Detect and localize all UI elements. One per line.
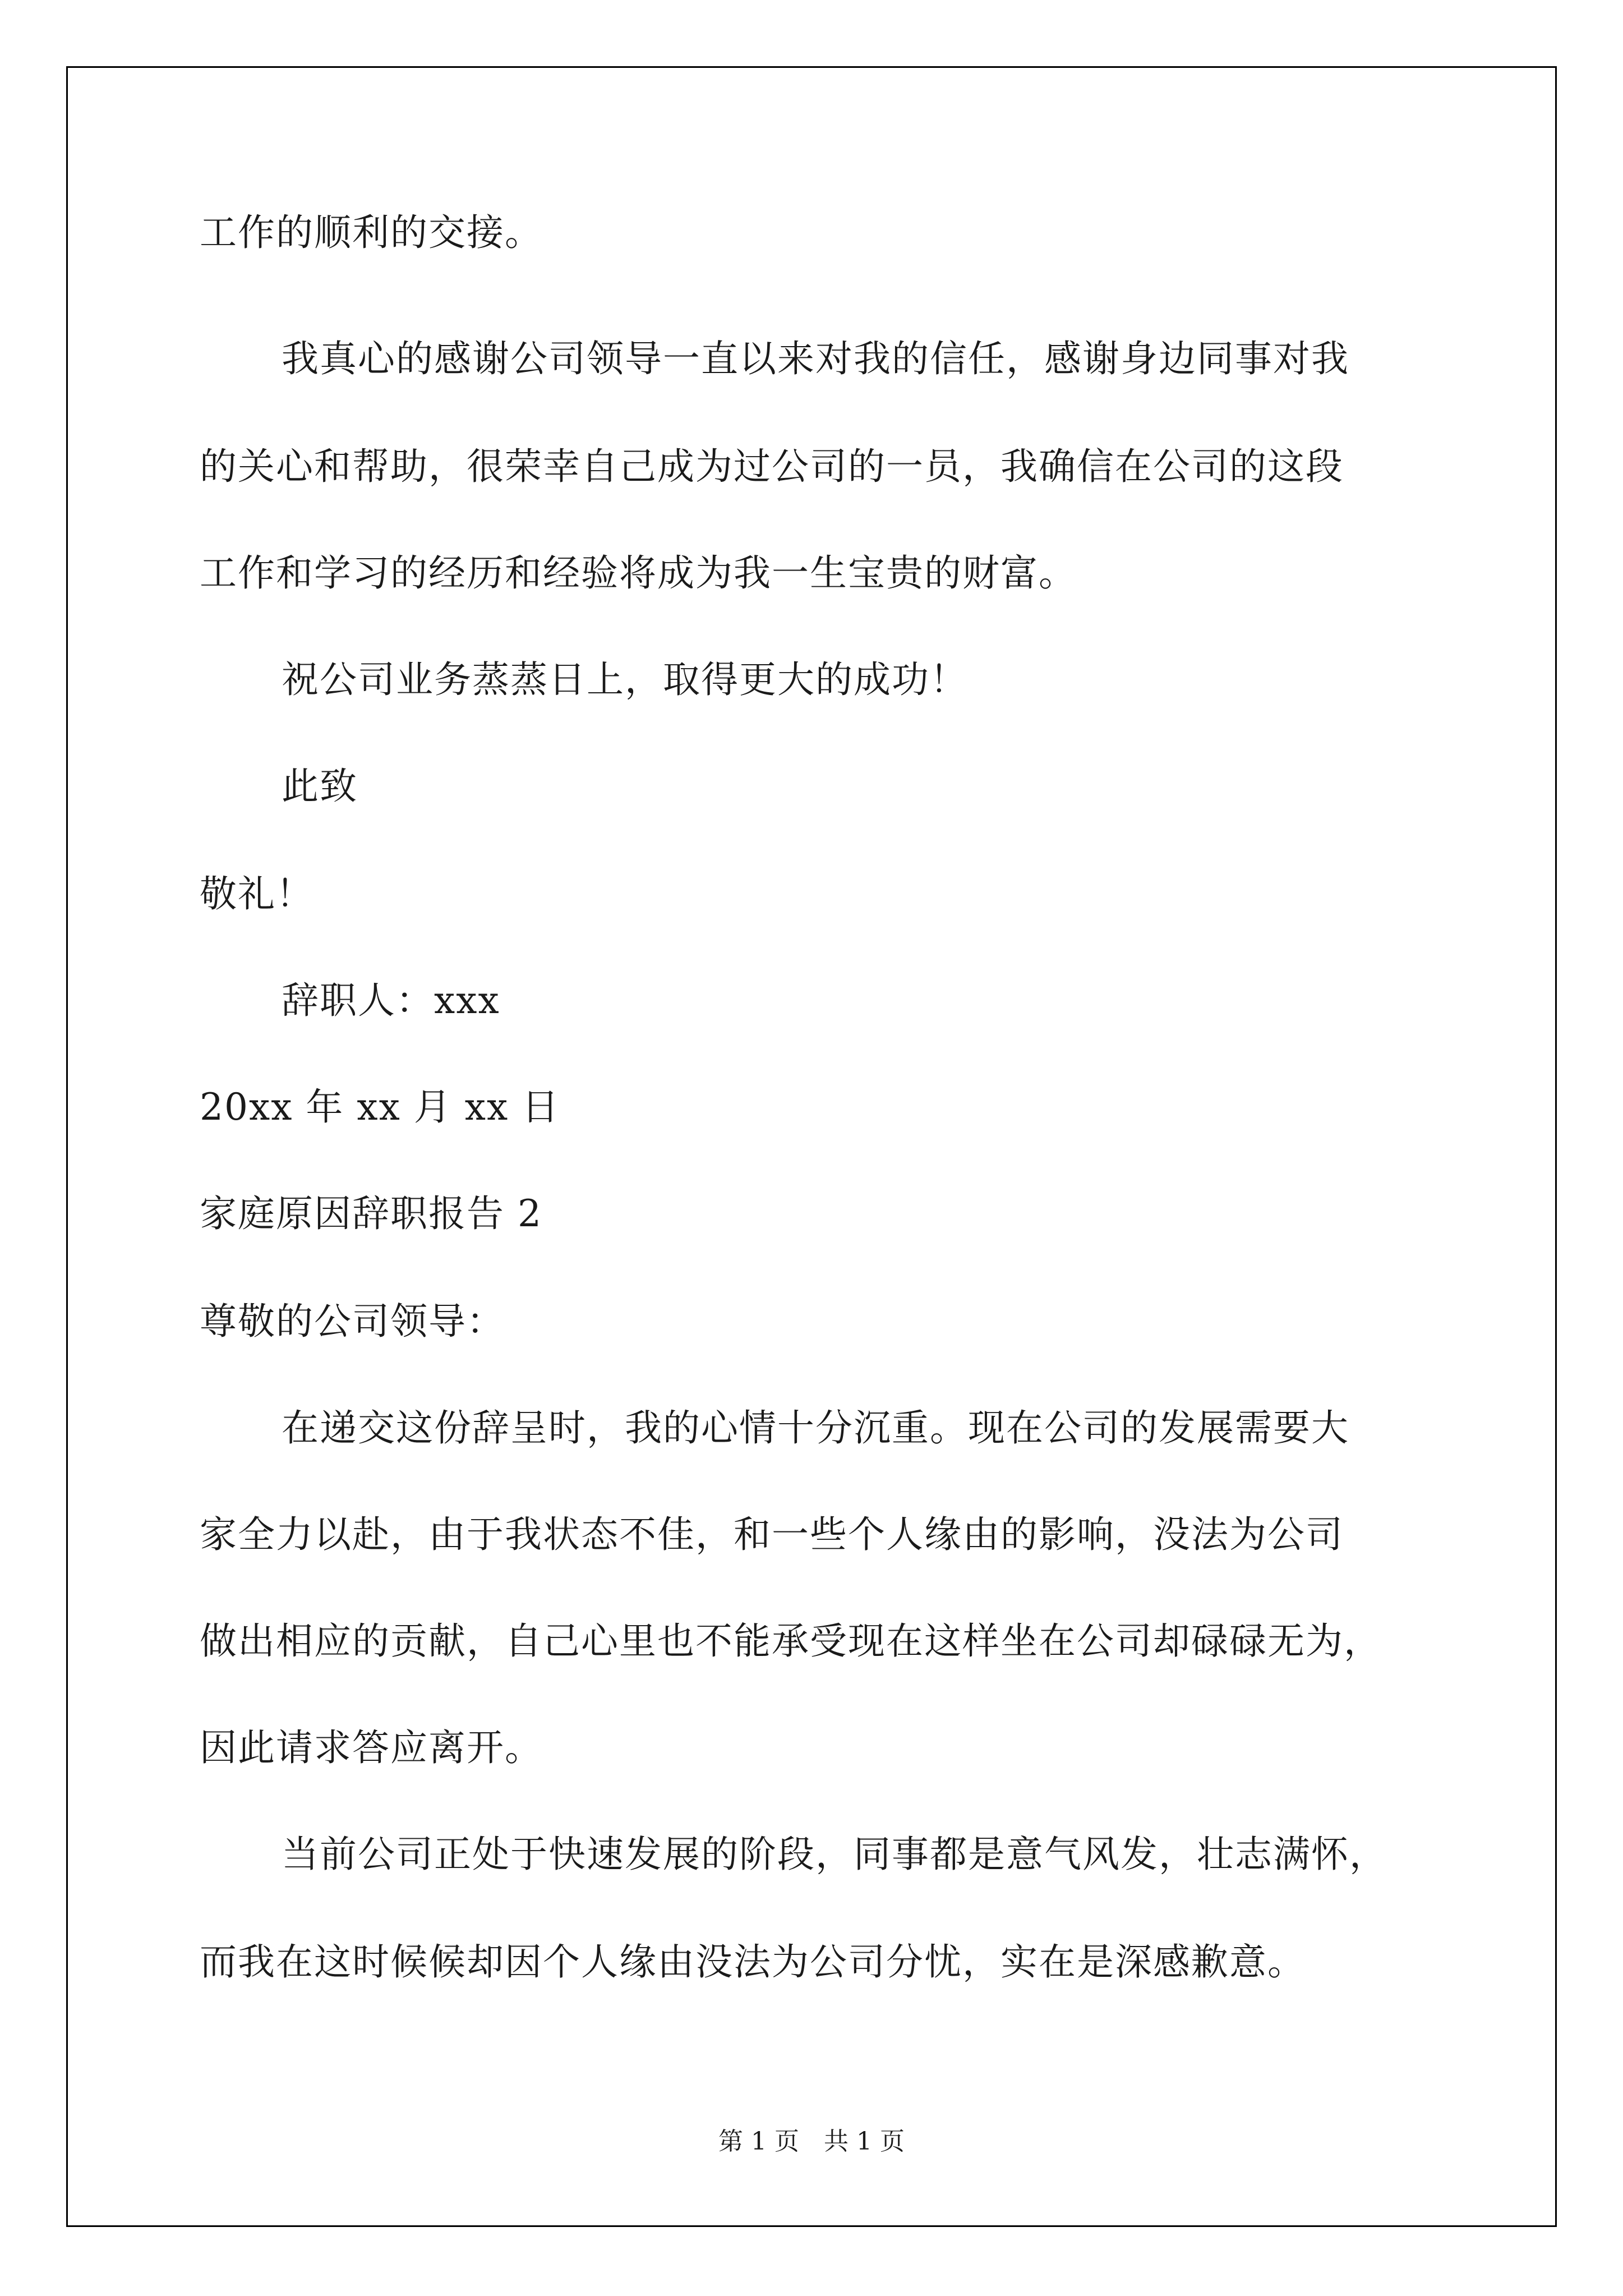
signature-date: 20xx 年 xx 月 xx 日: [200, 1085, 560, 1129]
body-line-5: 在递交这份辞呈时，我的心情十分沉重。现在公司的发展需要大: [282, 1406, 1349, 1450]
page-number-footer: 第 1 页 共 1 页: [718, 2127, 905, 2156]
signature-resigner: 辞职人：xxx: [282, 979, 500, 1022]
section-title: 家庭原因辞职报告 2: [200, 1192, 542, 1235]
body-line-2: 我真心的感谢公司领导一直以来对我的信任，感谢身边同事对我: [282, 337, 1349, 380]
page-border: [66, 66, 1557, 2227]
body-line-1: 工作的顺利的交接。: [200, 211, 543, 254]
body-line-6: 家全力以赴，由于我状态不佳，和一些个人缘由的影响，没法为公司: [200, 1513, 1344, 1556]
body-line-3: 的关心和帮助，很荣幸自己成为过公司的一员，我确信在公司的这段: [200, 445, 1344, 488]
closing-wish: 祝公司业务蒸蒸日上，取得更大的成功！: [282, 658, 968, 701]
body-line-9: 当前公司正处于快速发展的阶段，同事都是意气风发，壮志满怀，: [282, 1833, 1387, 1876]
salutation-cizhi: 此致: [282, 765, 358, 808]
letter-greeting: 尊敬的公司领导：: [200, 1300, 505, 1343]
salutation-jingli: 敬礼！: [200, 872, 314, 915]
body-line-4: 工作和学习的经历和经验将成为我一生宝贵的财富。: [200, 551, 1077, 595]
body-line-10: 而我在这时候候却因个人缘由没法为公司分忧，实在是深感歉意。: [200, 1940, 1306, 1984]
body-line-8: 因此请求答应离开。: [200, 1726, 543, 1769]
body-line-7: 做出相应的贡献，自己心里也不能承受现在这样坐在公司却碌碌无为，: [200, 1619, 1382, 1663]
